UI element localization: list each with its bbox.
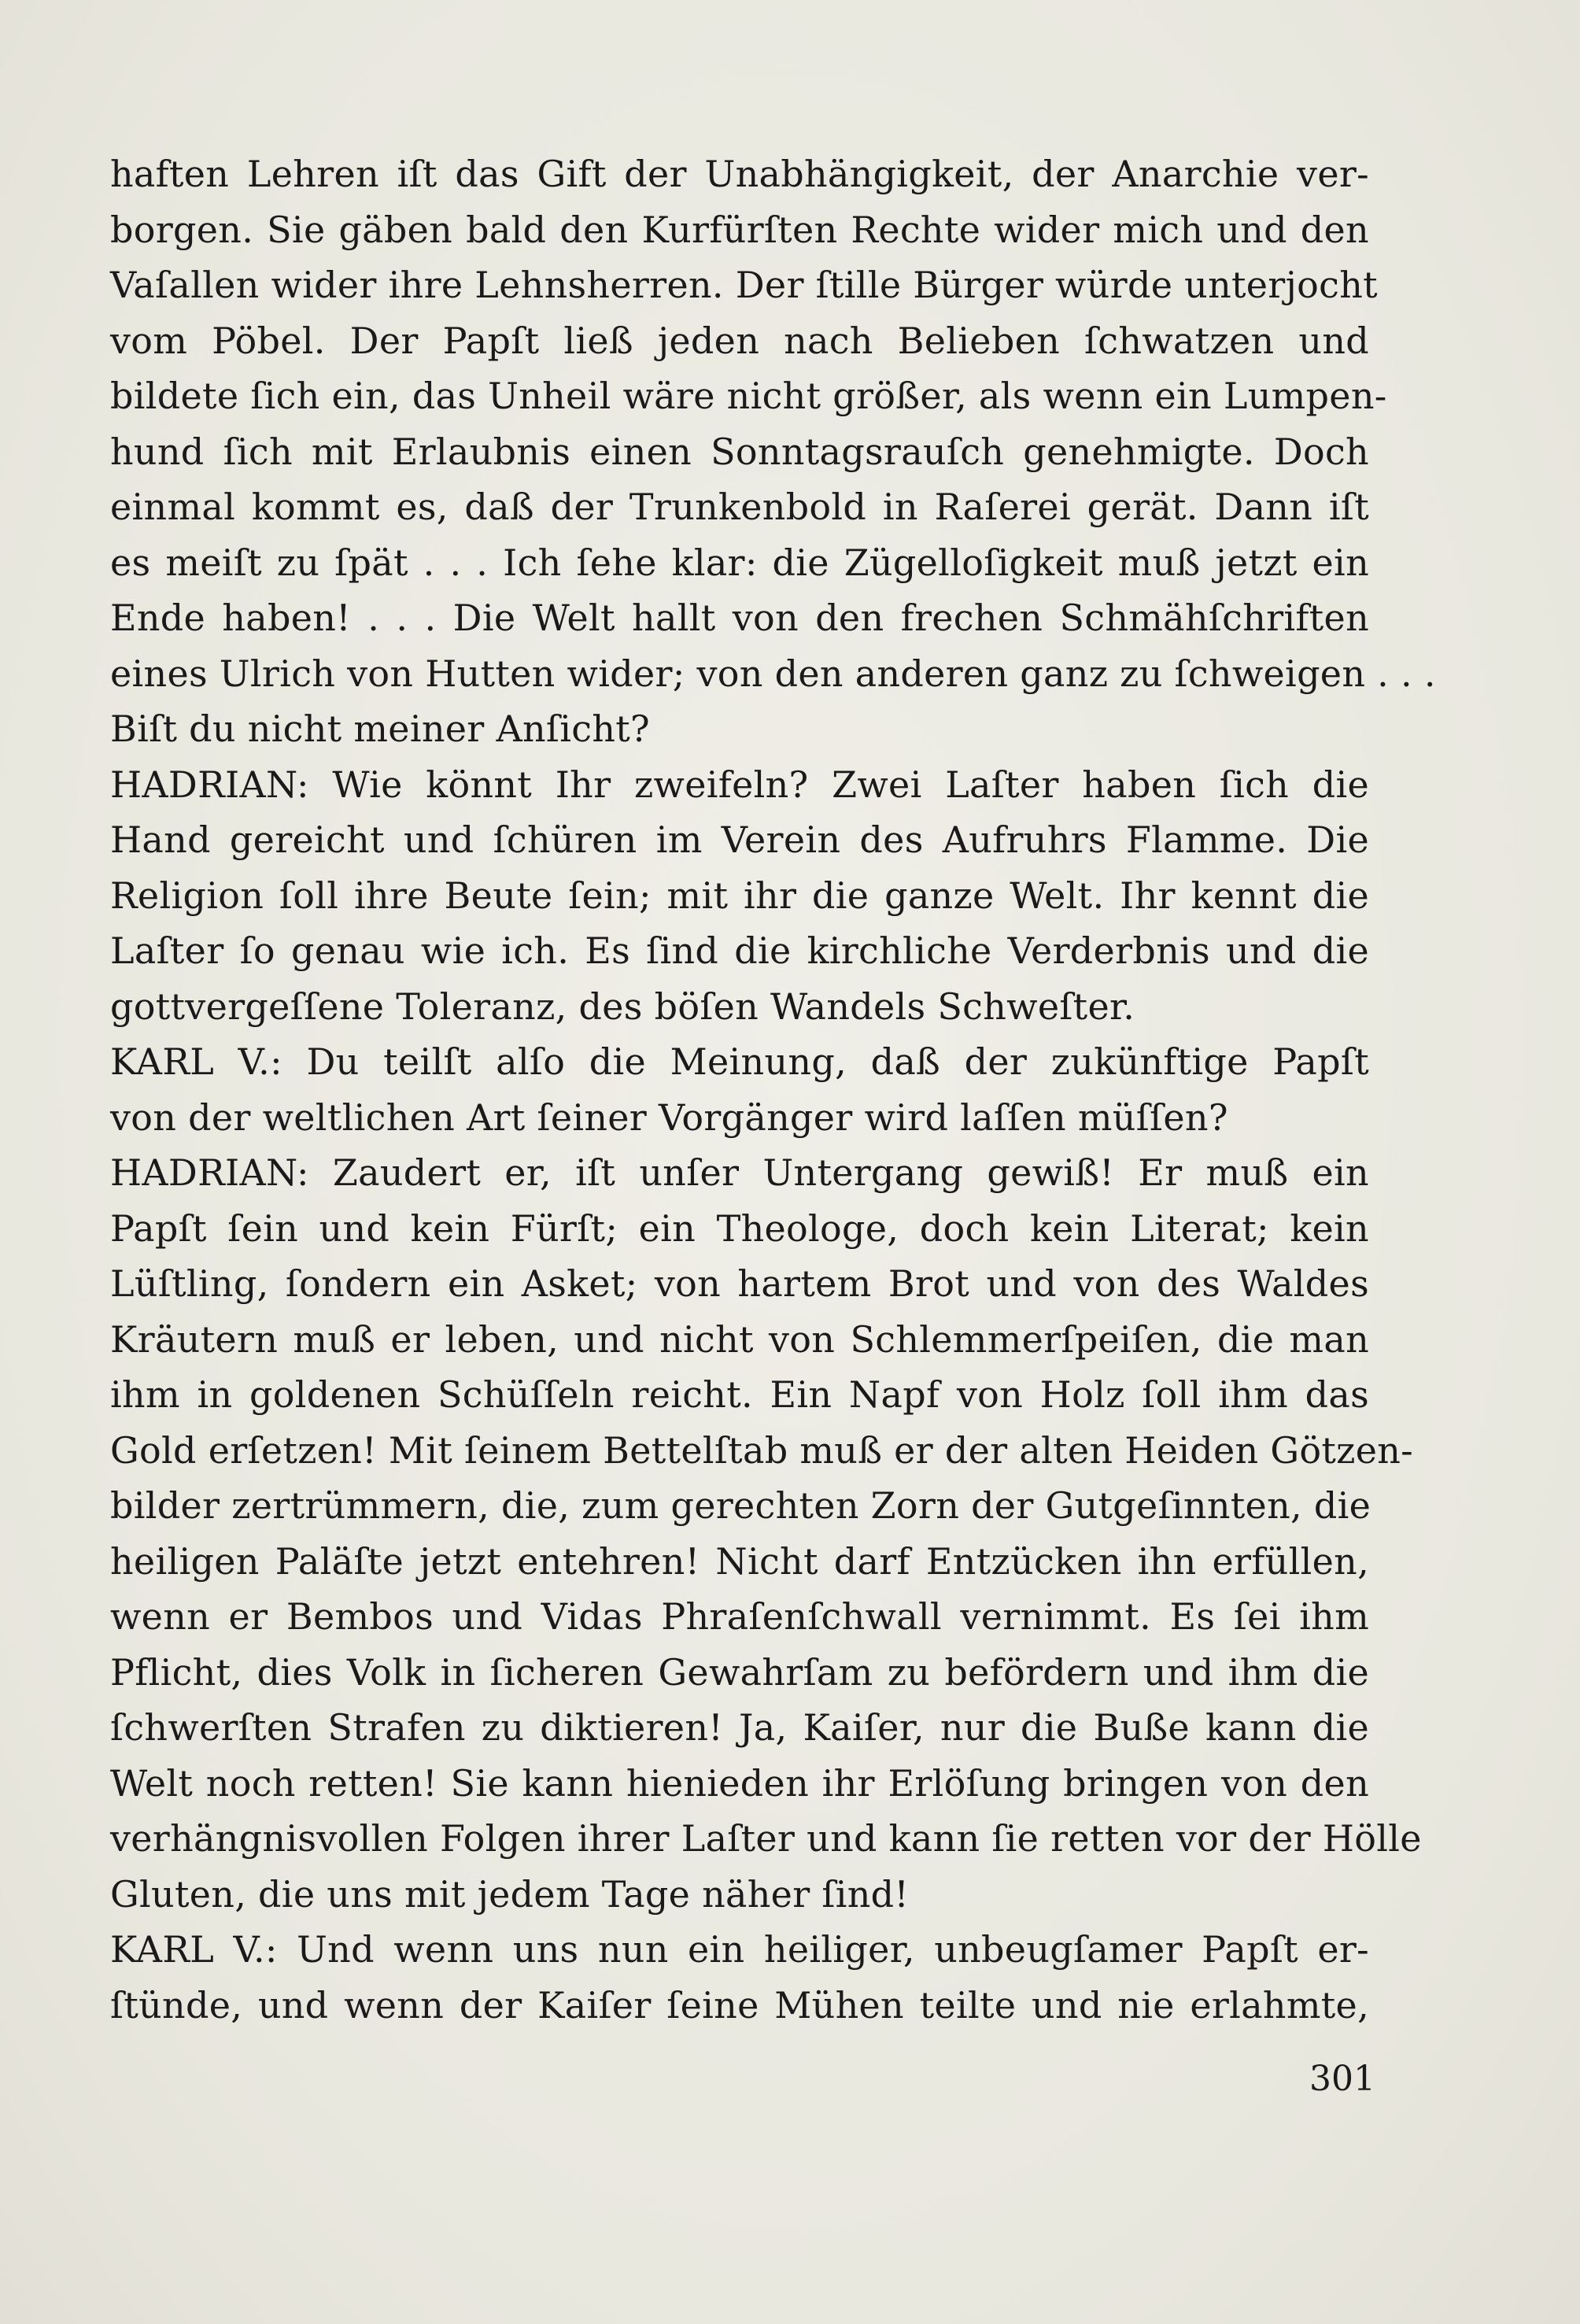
page-number: 301 [1309, 2059, 1375, 2099]
text-line: wenn er Bembos und Vidas Phraſenſchwall vernimmt. Es ſei ihm [110, 1595, 1369, 1638]
text-line: haften Lehren iſt das Gift der Unabhängigkeit, der Anarchie ver- [110, 153, 1369, 195]
text-line: einmal kommt es, daß der Trunkenbold in Raſerei gerät. Dann iſt [110, 486, 1369, 528]
text-line: verhängnisvollen Folgen ihrer Laſter und kann ſie retten vor der Hölle [110, 1817, 1422, 1860]
text-line: Papſt ſein und kein Fürſt; ein Theologe, doch kein Literat; kein [110, 1206, 1369, 1250]
text-line: Pflicht, dies Volk in ſicheren Gewahrſam zu befördern und ihm die [110, 1650, 1369, 1694]
text-line: ihm in goldenen Schüſſeln reicht. Ein Napf von Holz ſoll ihm das [110, 1373, 1369, 1416]
text-line: hund ſich mit Erlaubnis einen Sonntagsrauſch genehmigte. Doch [110, 430, 1369, 473]
text-line: Gluten, die uns mit jedem Tage näher ſind! [110, 1872, 910, 1916]
text-line: von der weltlichen Art ſeiner Vorgänger wird laſſen müſſen? [110, 1095, 1228, 1139]
text-line: KARL V.: Und wenn uns nun ein heiliger, unbeugſamer Papſt er- [110, 1928, 1369, 1971]
text-line: Kräutern muß er leben, und nicht von Schlemmerſpeiſen, die man [110, 1317, 1369, 1361]
text-line: Vaſallen wider ihre Lehnsherren. Der ſtille Bürger würde unterjocht [110, 264, 1378, 306]
text-line: Biſt du nicht meiner Anſicht? [110, 708, 651, 750]
body-text [110, 146, 1436, 2033]
text-line: bildete ſich ein, das Unheil wäre nicht größer, als wenn ein Lumpen- [110, 375, 1387, 417]
text-line: KARL V.: Du teilſt alſo die Meinung, daß der zukünftige Papſt [110, 1040, 1369, 1083]
text-line: Ende haben! . . . Die Welt hallt von den frechen Schmähſchriften [110, 597, 1369, 639]
text-line: eines Ulrich von Hutten wider; von den anderen ganz zu ſchweigen . . . [110, 652, 1436, 695]
text-line: vom Pöbel. Der Papſt ließ jeden nach Belieben ſchwatzen und [110, 319, 1369, 362]
text-line: Hand gereicht und ſchüren im Verein des Aufruhrs Flamme. Die [110, 818, 1369, 861]
text-line: borgen. Sie gäben bald den Kurfürſten Rechte wider mich und den [110, 208, 1369, 251]
text-line: Lüſtling, ſondern ein Asket; von hartem Brot und von des Waldes [110, 1262, 1369, 1305]
text-line: gottvergeſſene Toleranz, des böſen Wandels Schweſter. [110, 985, 1135, 1028]
text-line: bilder zertrümmern, die, zum gerechten Zorn der Gutgeſinnten, die [110, 1484, 1371, 1527]
text-line: ſtünde, und wenn der Kaiſer ſeine Mühen teilte und nie erlahmte, [110, 1983, 1369, 2027]
text-line: HADRIAN: Wie könnt Ihr zweifeln? Zwei Laſter haben ſich die [110, 763, 1369, 806]
text-line: Laſter ſo genau wie ich. Es ſind die kirchliche Verderbnis und die [110, 929, 1369, 972]
text-line: ſchwerſten Strafen zu diktieren! Ja, Kaiſer, nur die Buße kann die [110, 1706, 1369, 1749]
text-line: Religion ſoll ihre Beute ſein; mit ihr die ganze Welt. Ihr kennt die [110, 874, 1369, 917]
text-line: HADRIAN: Zaudert er, iſt unſer Untergang gewiß! Er muß ein [110, 1151, 1369, 1194]
text-line: es meiſt zu ſpät . . . Ich ſehe klar: die Zügelloſigkeit muß jetzt ein [110, 541, 1369, 584]
text-line: heiligen Paläſte jetzt entehren! Nicht darf Entzücken ihn erfüllen, [110, 1539, 1369, 1583]
text-line: Welt noch retten! Sie kann hienieden ihr Erlöſung bringen von den [110, 1761, 1369, 1805]
text-line: Gold erſetzen! Mit ſeinem Bettelſtab muß er der alten Heiden Götzen- [110, 1428, 1413, 1472]
